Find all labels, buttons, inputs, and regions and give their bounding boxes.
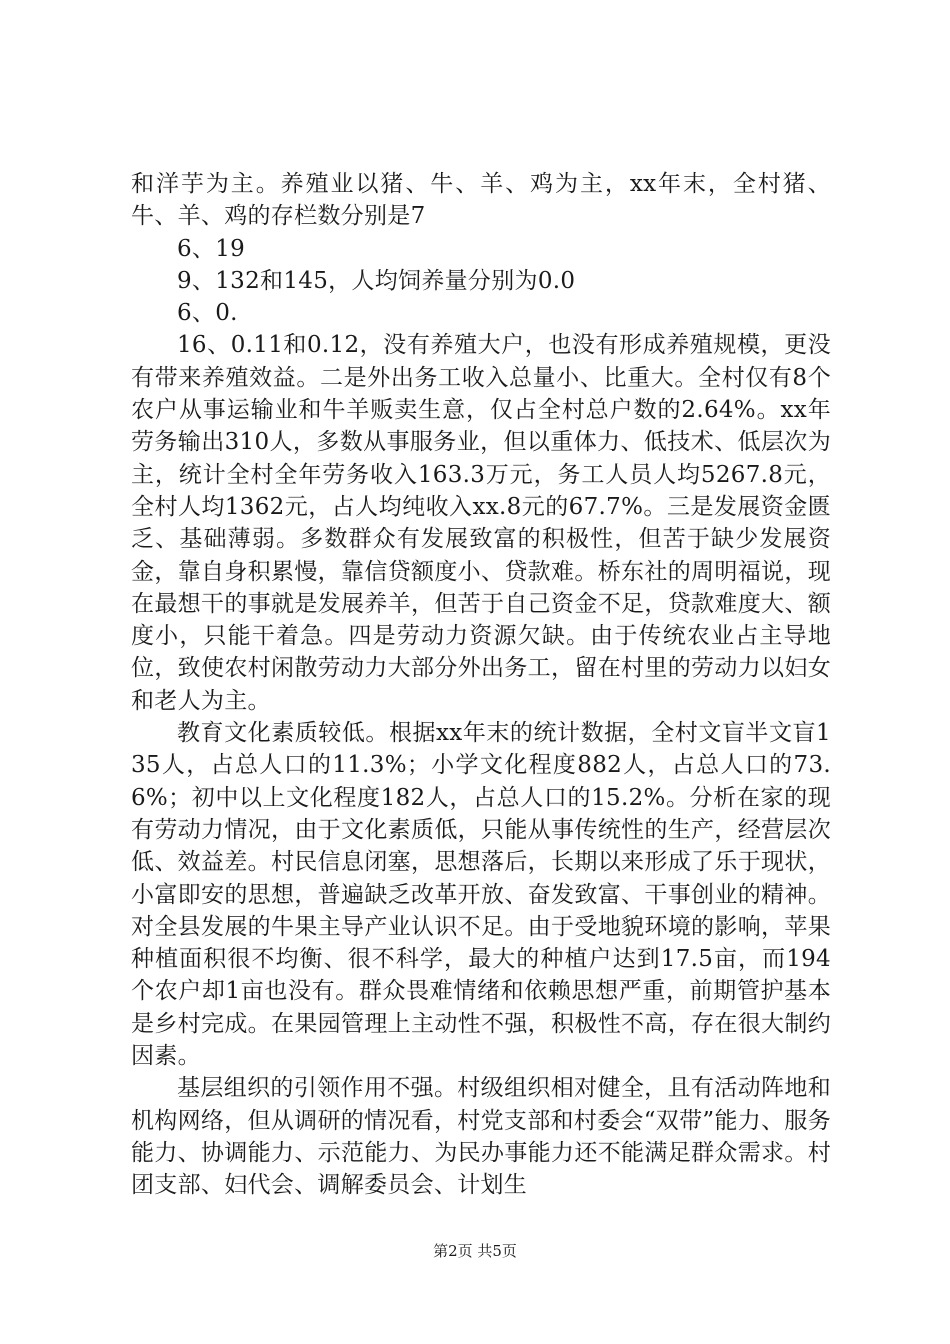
paragraph-1: 和洋芋为主。养殖业以猪、牛、羊、鸡为主，xx年末，全村猪、牛、羊、鸡的存栏数分别是7 <box>131 171 831 230</box>
paragraph-6: 教育文化素质较低。根据xx年末的统计数据，全村文盲半文盲135人，占总人口的11.3%；小学文化程度882人，占总人口的73.6%；初中以上文化程度182人，占总人口的15.2%。分析在家的现有劳动力情况，由于文化素质低，只能从事传统性的生产，经营层次低、效益差。村民信息闭塞，思想落后，长期以来形成了乐于现状，小富即安的思想，普遍缺乏改革开放、奋发致富、干事创业的精神。对全县发展的牛果主导产业认识不足。由于受地貌环境的影响，苹果种植面积很不均衡、很不科学，最大的种植户达到17.5亩，而194个农户却1亩也没有。群众畏难情绪和依赖思想严重，前期管护基本是乡村完成。在果园管理上主动性不强，积极性不高，存在很大制约因素。 <box>131 720 831 1070</box>
paragraph-5: 16、0.11和0.12，没有养殖大户，也没有形成养殖规模，更没有带来养殖效益。二是外出务工收入总量小、比重大。全村仅有8个农户从事运输业和牛羊贩卖生意，仅占全村总户数的2.64%。xx年劳务输出310人，多数从事服务业，但以重体力、低技术、低层次为主，统计全村全年劳务收入163.3万元，务工人员人均5267.8元，全村人均1362元，占人均纯收入xx.8元的67.7%。三是发展资金匮乏、基础薄弱。多数群众有发展致富的积极性，但苦于缺少发展资金，靠自身积累慢，靠信贷额度小、贷款难。桥东社的周明福说，现在最想干的事就是发展养羊，但苦于自己资金不足，贷款难度大、额度小，只能干着急。四是劳动力资源欠缺。由于传统农业占主导地位，致使农村闲散劳动力大部分外出务工，留在村里的劳动力以妇女和老人为主。 <box>131 332 831 714</box>
document-body <box>131 168 831 1202</box>
page-footer: 第2页 共5页 <box>433 1242 517 1260</box>
paragraph-2: 6、19 <box>177 235 246 262</box>
paragraph-3: 9、132和145，人均饲养量分别为0.0 <box>177 267 576 294</box>
paragraph-4: 6、0. <box>177 300 238 327</box>
paragraph-7: 基层组织的引领作用不强。村级组织相对健全，且有活动阵地和机构网络，但从调研的情况看，村党支部和村委会“双带”能力、服务能力、协调能力、示范能力、为民办事能力还不能满足群众需求。村团支部、妇代会、调解委员会、计划生 <box>131 1075 831 1199</box>
